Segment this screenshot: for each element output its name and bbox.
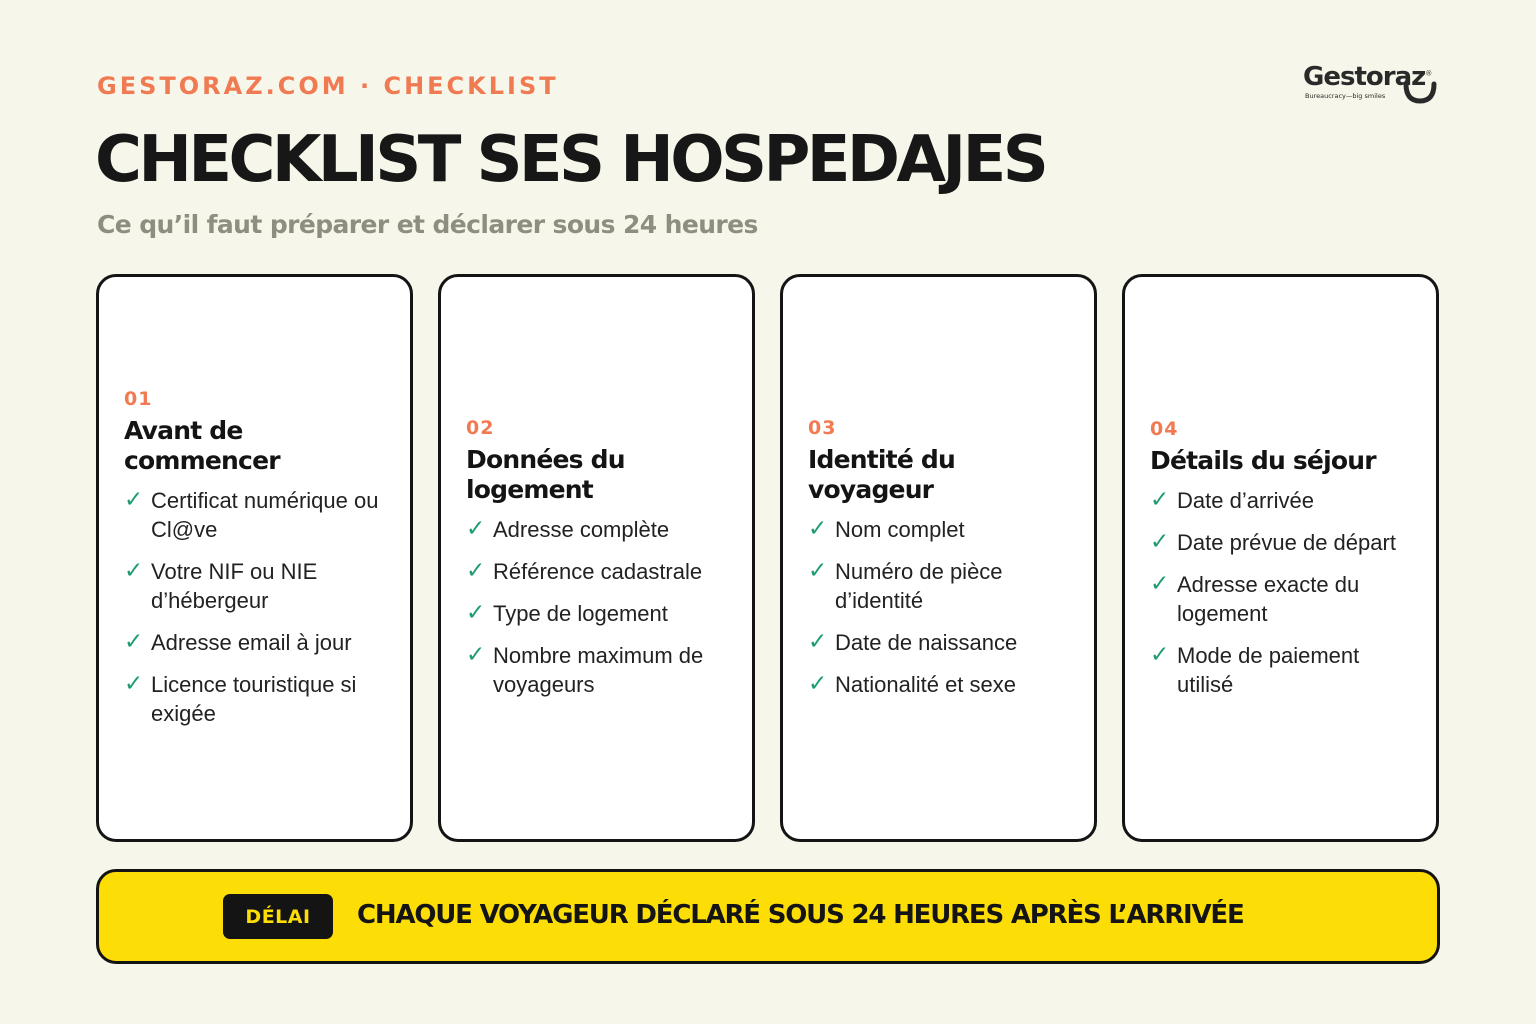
checklist-item	[1150, 570, 1412, 628]
checklist-item	[808, 628, 1070, 657]
check-icon: ✓	[808, 671, 828, 697]
checklist-item-label: Date prévue de départ	[1177, 529, 1396, 555]
checklist-item	[1150, 486, 1412, 515]
check-icon: ✓	[808, 558, 828, 584]
checklist-item	[466, 557, 728, 586]
checklist-items	[466, 515, 728, 699]
checklist-item-label: Nationalité et sexe	[835, 672, 1016, 697]
logo-registered-mark: ®	[1425, 69, 1432, 78]
checklist-card-2	[438, 274, 755, 842]
deadline-banner	[96, 869, 1440, 964]
checklist-items	[808, 515, 1070, 699]
checklist-item-label: Certificat numérique ou Cl@ve	[151, 488, 379, 542]
checklist-item-label: Nom complet	[835, 517, 965, 542]
card-title: Identité du voyageur	[808, 445, 955, 504]
card-number: 01	[124, 388, 153, 410]
checklist-items	[1150, 486, 1412, 699]
checklist-card-1	[96, 274, 413, 842]
check-icon: ✓	[466, 600, 486, 626]
checklist-item	[1150, 528, 1412, 557]
check-icon: ✓	[808, 516, 828, 542]
checklist-item-label: Date d’arrivée	[1177, 487, 1314, 513]
check-icon: ✓	[1150, 528, 1170, 555]
eyebrow-label: GESTORAZ.COM · CHECKLIST	[97, 72, 559, 100]
checklist-item-label: Référence cadastrale	[493, 559, 703, 584]
checklist-item-label: Votre NIF ou NIE d’hébergeur	[151, 559, 318, 613]
checklist-item	[808, 670, 1070, 699]
check-icon: ✓	[1150, 641, 1170, 668]
checklist-item-label: Mode de paiement utilisé	[1177, 642, 1360, 697]
check-icon: ✓	[466, 516, 486, 542]
card-title: Données du logement	[466, 445, 625, 504]
smile-icon	[1402, 80, 1438, 106]
checklist-item-label: Adresse email à jour	[151, 630, 352, 655]
checklist-item	[124, 557, 386, 615]
checklist-item-label: Licence touristique si exigée	[151, 672, 357, 726]
checklist-item-label: Numéro de pièce d’identité	[835, 559, 1003, 613]
logo-name: Gestoraz	[1303, 62, 1426, 92]
checklist-items	[124, 486, 386, 728]
check-icon: ✓	[1150, 570, 1170, 597]
checklist-item	[466, 599, 728, 628]
checklist-item	[124, 628, 386, 657]
checklist-item-label: Date de naissance	[835, 630, 1018, 655]
checklist-card-3	[780, 274, 1097, 842]
card-number: 04	[1150, 417, 1179, 440]
check-icon: ✓	[466, 558, 486, 584]
check-icon: ✓	[124, 671, 144, 697]
logo-tagline: Bureaucracy—big smiles	[1305, 92, 1386, 100]
checklist-item-label: Adresse exacte du logement	[1177, 571, 1360, 626]
checklist-item	[124, 670, 386, 728]
checklist-item-label: Adresse complète	[493, 517, 670, 542]
card-number: 03	[808, 417, 837, 439]
card-title: Détails du séjour	[1150, 445, 1376, 475]
gestoraz-logo[interactable]	[1300, 62, 1445, 112]
checklist-item	[466, 641, 728, 699]
checklist-item	[808, 515, 1070, 544]
deadline-text: CHAQUE VOYAGEUR DÉCLARÉ SOUS 24 HEURES APRÈS L’ARRIVÉE	[357, 900, 1244, 930]
check-icon: ✓	[808, 629, 828, 655]
checklist-item-label: Type de logement	[493, 601, 668, 626]
checklist-item-label: Nombre maximum de voyageurs	[493, 643, 704, 697]
checklist-card-4	[1122, 274, 1439, 842]
page-title: CHECKLIST SES HOSPEDAJES	[95, 123, 1046, 197]
checklist-item	[466, 515, 728, 544]
deadline-badge: DÉLAI	[223, 894, 333, 939]
check-icon: ✓	[124, 629, 144, 655]
card-number: 02	[466, 417, 495, 439]
checklist-item	[124, 486, 386, 544]
check-icon: ✓	[466, 642, 486, 668]
card-title: Avant de commencer	[124, 416, 280, 475]
check-icon: ✓	[124, 558, 144, 584]
checklist-item	[1150, 641, 1412, 699]
checklist-item	[808, 557, 1070, 615]
page-subtitle: Ce qu’il faut préparer et déclarer sous 24 heures	[97, 210, 758, 239]
check-icon: ✓	[1150, 486, 1170, 513]
check-icon: ✓	[124, 487, 144, 513]
